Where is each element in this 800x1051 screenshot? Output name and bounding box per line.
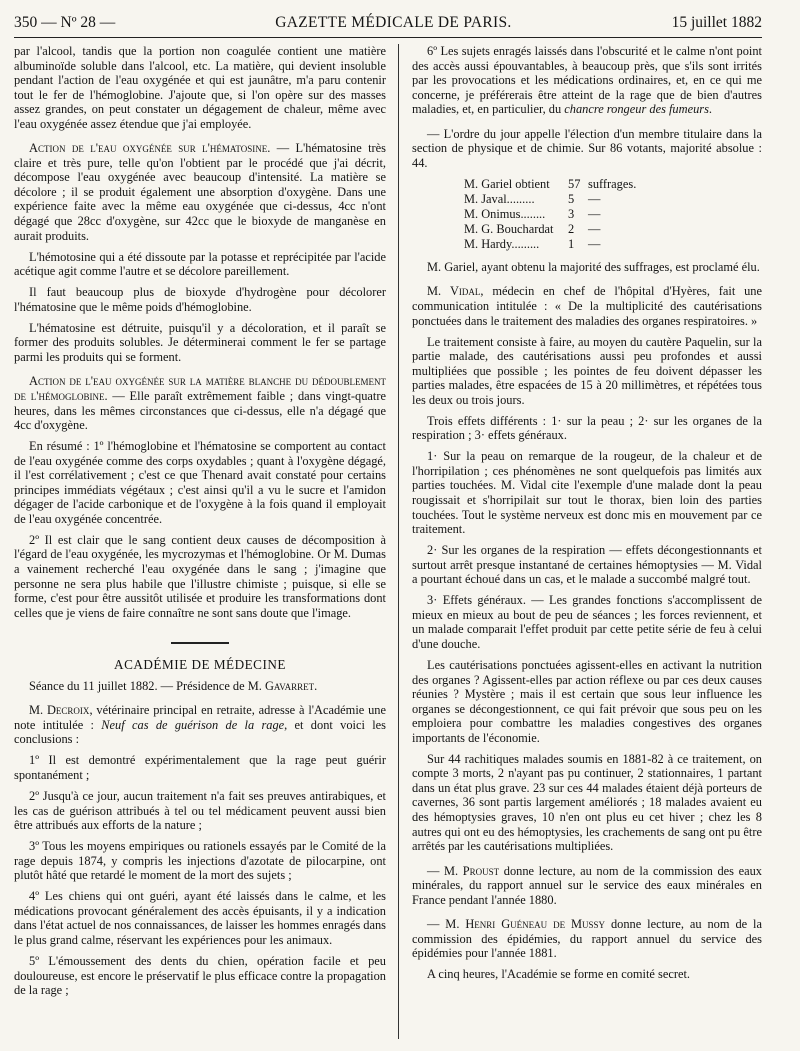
left-column [14, 44, 386, 1004]
paragraph [412, 864, 762, 908]
candidate-name: M. Hardy......... [464, 236, 540, 251]
conclusion-item: 3º Tous les moyens empiriques ou rationels essayés par le Comité de la rage depuis 1874, y compris les injections d'azotate de pilocarpine, ont plutôt hâté que retardé le moment de la mort des sujets ; [14, 839, 386, 883]
vote-count: 57 [568, 176, 581, 191]
journal-title: GAZETTE MÉDICALE DE PARIS. [275, 14, 512, 31]
vote-row [464, 207, 762, 222]
paragraph-heading: Action de l'eau oxygénée sur la matière blanche du dédoublement de l'hémoglobine. [14, 374, 386, 403]
vote-count: 2 [568, 221, 575, 236]
author-name: Proust [462, 863, 500, 878]
paragraph: 3· Effets généraux. — Les grandes fonctions s'accomplissent de mieux en mieux au bout de peu de séances ; les forces reviennent, et un malade comparait l'effet produit par cette petite série de feu à celui d'une douche. [412, 593, 762, 651]
paragraph: Il faut beaucoup plus de bioxyde d'hydrogène pour décolorer l'hématosine que le même poids d'hémoglobine. [14, 285, 386, 314]
right-column [412, 44, 762, 988]
president-name: Gavarret. [264, 678, 318, 693]
paragraph-text: . [708, 102, 713, 117]
author-name: Vidal [449, 284, 481, 299]
conclusion-item: 4º Les chiens qui ont guéri, ayant été laissés dans le calme, et les médications provocant généralement des accès épuisants, il y a indication dans l'état actuel de nos connaissances, de laisser les hommes enragés dans le plus grand calme, réservant les expériences pour les animaux. [14, 889, 386, 947]
vote-table [464, 177, 762, 252]
paragraph [14, 141, 386, 243]
vote-row [464, 177, 762, 192]
paragraph [412, 284, 762, 328]
conclusion-item: 1º Il est demontré expérimentalement que la rage peut guérir spontanément ; [14, 753, 386, 782]
paragraph: Les cautérisations ponctuées agissent-elles en activant la nutrition des organes ? Agissent-elles par action réflexe ou par ces deux causes réunies ? Mystère ; mais il est certain que sous leur influence les organes se décongestionnent, ce qui fait prévoir que sous peu on les emploiera pour combattre les maladies congestives des organes importants de l'économie. [412, 658, 762, 745]
paragraph-text: M. [427, 284, 450, 299]
issue-date-text: 15 juillet 1882 [671, 14, 762, 31]
paragraph-text: donne lecture, au nom de la commission des eaux minérales, du rapport annuel sur le service des eaux minérales en France pendant l'année 1880. [412, 863, 762, 907]
paragraph-heading: Action de l'eau oxygénée sur l'hématosine. [29, 141, 271, 156]
italic-term: chancre rongeur des fumeurs [564, 102, 709, 117]
vote-count: 5 [568, 191, 575, 206]
conclusion-item: 5º L'émoussement des dents du chien, opération facile et peu douloureuse, est encore le préservatif le plus efficace contre la propagation de la rage ; [14, 953, 386, 998]
seance-line [14, 679, 386, 694]
paragraph-text: — Elle paraît extrêmement faible ; dans vingt-quatre heures, dans les mêmes circonstances que ci-dessus, elle n'a dégagé que 4cc d'oxygène. [14, 388, 386, 433]
paragraph: En résumé : 1º l'hémoglobine et l'hématosine se comportent au contact de l'eau oxygénée comme des corps oxydables ; quant à l'oxygène dégagé, il l'est corrélativement ; c'est ce que Thenard avait constaté pour certains principes immédiats végétaux ; c'est ainsi qu'il a vu le sucre et l'amidon dégager de l'acide carbonique et de l'oxygène à la fois quand il employait de l'eau oxygénée concentrée. [14, 439, 386, 526]
section-title: ACADÉMIE DE MÉDECINE [114, 657, 286, 673]
paragraph-text: — M. [427, 917, 466, 932]
author-name: Decroix [46, 703, 90, 718]
paragraph-text: , médecin en chef de l'hôpital d'Hyères, fait une communication intitulée : « De la multiplicité des cautérisations ponctuées dans le traitement des maladies des organes respiratoires. » [412, 284, 762, 328]
section-rule [171, 642, 229, 644]
paragraph [412, 917, 762, 961]
seance-text: Séance du 11 juillet 1882. — Présidence de M. [29, 678, 265, 693]
conclusion-item: 2º Jusqu'à ce jour, aucun traitement n'a fait ses preuves antirabiques, et les cas de guérison attribués à tel ou tel médicament peuvent aussi bien être attribués aux efforts de la nature ; [14, 789, 386, 833]
paragraph: 2º Il est clair que le sang contient deux causes de décomposition à l'égard de l'eau oxygénée, les mycrozymas et l'hémoglobine. Or M. Dumas a vainement recherché l'eau oxygénée dans le sang ; j'imagine que personne ne sera plus habile que l'illustre chimiste ; puisque, si elle se forme, c'est pour être aussitôt utilisée et produire les transformations dont celles que je viens de faire connaître ne sont sans doute que l'image. [14, 532, 386, 620]
candidate-name: M. Javal......... [464, 191, 535, 206]
paragraph: Trois effets différents : 1· sur la peau ; 2· sur les organes de la respiration ; 3· effets généraux. [412, 413, 762, 443]
column-divider [398, 44, 399, 1039]
paragraph [14, 703, 386, 747]
paragraph-text: , et dont voici les conclusions : [14, 717, 386, 747]
note-title: Neuf cas de guérison de la rage [101, 717, 285, 732]
vote-unit: — [588, 221, 601, 236]
paragraph: 1· Sur la peau on remarque de la rougeur, de la chaleur et de l'horripilation ; ces phénomènes ne sont quelquefois pas limités aux parties touchées. M. Vidal cite l'exemple d'une malade dont la peau rougissait et s'horripilait sur tout le thorax, bien loin des parties touchées. Tout le système nerveux est donc mis en mouvement par ce traitement. [412, 449, 762, 537]
candidate-name: M. Gariel obtient [464, 176, 550, 191]
paragraph-text: donne lecture, au nom de la commission des épidémies, du rapport annuel du service des épidémies pour l'année 1881. [412, 917, 762, 961]
issue-date [672, 14, 762, 32]
vote-row [464, 237, 762, 252]
page-number: 350 — Nº 28 — [14, 14, 116, 31]
paragraph-text: , vétérinaire principal en retraite, adresse à l'Académie une note intitulée : [14, 703, 387, 732]
vote-row [464, 192, 762, 207]
paragraph: par l'alcool, tandis que la portion non coagulée contient une matière albuminoïde soluble dans l'alcool, etc. La matière, qui devient insoluble pendant l'action de l'eau oxygénée et qui est jaunâtre, m'a paru contenir tout le fer de l'hémoglobine. J'ajoute que, si l'on opère sur des masses assez grandes, on peut constater un dégagement de chaleur, même avec l'eau oxygénée assez étendue que j'ai employée. [14, 44, 386, 131]
paragraph-text: — L'hématosine très claire et très pure, telle qu'on l'obtient par le procédé que j'ai décrit, décompose l'eau oxygénée avec beaucoup d'intensité. La matière se décolore ; il se produit également une absorption d'oxygène. Dans une expérience faite avec la même eau oxygénée que ci-dessus, 4cc n'ont dégagé que 28cc d'oxygène, sur 42cc que le bioxyde de manganèse en aurait produits. [14, 141, 386, 243]
vote-count: 1 [568, 236, 575, 251]
vote-unit: — [588, 236, 601, 251]
paragraph-text: M. [29, 703, 47, 718]
paragraph: L'hématosine est détruite, puisqu'il y a décoloration, et il paraît se former des produits solubles. Je déterminerai comment le fer se partage parmi les produits qui se forment. [14, 320, 386, 364]
paragraph: Sur 44 rachitiques malades soumis en 1881-82 à ce traitement, on compte 3 morts, 2 n'ayant pas pu continuer, 2 stationnaires, 1 partant dans un état plus grave. 23 sur ces 44 malades étaient déjà porteurs de cavernes, 36 sont partis largement améliorés ; 18 malades avaient eu des hémoptysies graves, 10 n'en ont plus eu cet hiver ; chez les 8 autres qui ont eu des hémoptysies, les crachements de sang ont pu être arrêtés par les cautérisations multipliées. [412, 751, 762, 854]
paragraph: L'hémotosine qui a été dissoute par la potasse et reprécipitée par l'acide acétique agit comme l'autre et se décolore pareillement. [14, 249, 386, 279]
paragraph: Le traitement consiste à faire, au moyen du cautère Paquelin, sur la partie malade, des cautérisations aussi peu profondes et aussi multipliées que possible ; les pointes de feu doivent dépasser les parties malades, être espacées de 15 à 20 millimètres, et répétées tous les deux ou trois jours. [412, 334, 762, 407]
paragraph [14, 374, 386, 432]
vote-count: 3 [568, 206, 575, 221]
paragraph-text: 6º Les sujets enragés laissés dans l'obscurité et le calme n'ont point des accès aussi épouvantables, à beaucoup près, que s'ils sont irrités par les provocations et les médications ordinaires, et, en ce qui me concerne, je préférerais être atteint de la rage que de bien d'autres maladies, et, en particulier, du [412, 44, 762, 117]
paragraph-text: — M. [427, 863, 463, 878]
vote-row [464, 222, 762, 237]
paragraph: — L'ordre du jour appelle l'élection d'un membre titulaire dans la section de physique et de chimie. Sur 86 votants, majorité absolue : 44. [412, 126, 762, 170]
conclusion-item [412, 44, 762, 117]
candidate-name: M. G. Bouchardat [464, 221, 554, 236]
page-header [14, 14, 762, 38]
candidate-name: M. Onimus........ [464, 206, 546, 221]
vote-unit: — [588, 206, 601, 221]
paragraph: A cinq heures, l'Académie se forme en comité secret. [427, 967, 691, 982]
author-name: Henri Guéneau de Mussy [465, 917, 606, 932]
vote-unit: suffrages. [588, 176, 637, 191]
paragraph: 2· Sur les organes de la respiration — effets décongestionnants et surtout arrêt presque instantané de certaines hémoptysies — M. Vidal a pourtant échoué dans un cas, et le malade a succombé malgré tout. [412, 543, 762, 587]
vote-unit: — [588, 191, 601, 206]
paragraph: M. Gariel, ayant obtenu la majorité des suffrages, est proclamé élu. [427, 259, 760, 274]
